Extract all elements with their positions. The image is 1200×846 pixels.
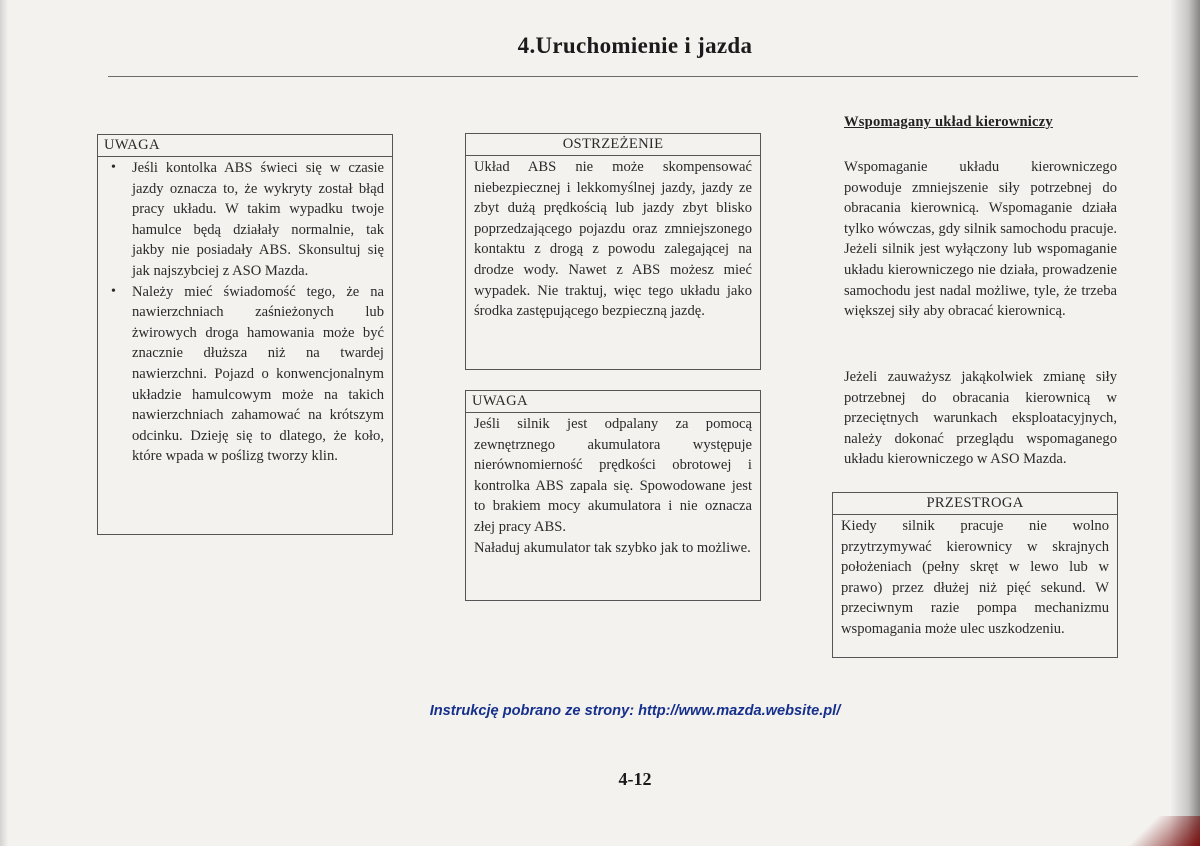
caution-box-body bbox=[466, 156, 760, 324]
caution-box-steering bbox=[832, 492, 1118, 658]
warning-box-body bbox=[466, 413, 760, 560]
warning-box-paragraph: Jeśli silnik jest odpalany za pomocą zewnętrznego akumulatora występuje nierównomierność prędkości obrotowej i kontrolka ABS zapala się. Spowodowane jest to brakiem mocy akumulatora i nie oznacza złej pracy ABS. bbox=[474, 416, 752, 535]
body-paragraph: Wspomaganie układu kierowniczego powoduje zmniejszenie siły potrzebnej do obracania kierownicą. Wspomaganie działa tylko wówczas, gdy silnik samochodu pracuje. Jeżeli silnik jest wyłączony lub wspomaganie układu kierowniczego nie działa, prowadzenie samochodu jest nadal możliwe, tyle, że trzeba większej siły aby obracać kierownicą. bbox=[844, 159, 1117, 320]
page-corner-tab bbox=[1110, 816, 1200, 846]
chapter-title: 4.Uruchomienie i jazda bbox=[517, 33, 753, 58]
caution-box-abs bbox=[465, 133, 761, 370]
body-paragraph: Jeżeli zauważysz jakąkolwiek zmianę siły potrzebnej do obracania kierownicą w przeciętnych warunkach eksploatacyjnych, należy dokonać przeglądu wspomaganego układu kierowniczego w ASO Mazda. bbox=[844, 369, 1117, 468]
warning-box-battery bbox=[465, 390, 761, 601]
section-heading-power-steering: Wspomagany układ kierowniczy bbox=[844, 114, 1053, 130]
download-source-note: Instrukcję pobrano ze strony: http://www.mazda.website.pl/ bbox=[429, 703, 841, 719]
warning-box-paragraph: Naładuj akumulator tak szybko jak to możliwe. bbox=[474, 539, 751, 556]
warning-bullet-item: • Należy mieć świadomość tego, że na nawierzchniach zaśnieżonych lub żwirowych droga hamowania może być znacznie dłuższa niż na twardej nawierzchni. Pojazd o konwencjonalnym układzie hamulcowym może na takich nawierzchniach zahamować na krótszym odcinku. Dzieję się to dlatego, że koło, które wpada w poślizg tworzy klin. bbox=[106, 282, 384, 467]
page-left-edge-shadow bbox=[0, 0, 8, 846]
caution-box-heading: PRZESTROGA bbox=[833, 493, 1117, 515]
warning-box-body bbox=[98, 157, 392, 469]
warning-box-heading: UWAGA bbox=[98, 135, 392, 157]
warning-box-abs-light bbox=[97, 134, 393, 535]
warning-bullet-list bbox=[106, 158, 384, 467]
title-divider bbox=[108, 76, 1138, 77]
warning-box-heading: UWAGA bbox=[466, 391, 760, 413]
caution-box-body bbox=[833, 515, 1117, 642]
page-binding-shadow bbox=[1170, 0, 1200, 846]
page-number: 4-12 bbox=[618, 769, 652, 789]
caution-box-text: Kiedy silnik pracuje nie wolno przytrzymywać kierownicy w skrajnych położeniach (pełny skręt w lewo lub w prawo) przez dłużej niż pięć sekund. W przeciwnym razie pompa mechanizmu wspomagania może ulec uszkodzeniu. bbox=[841, 518, 1109, 637]
warning-bullet-item: • Jeśli kontolka ABS świeci się w czasie jazdy oznacza to, że wykryty został błąd pracy układu. W takim wypadku twoje hamulce będą działały normalnie, tak jakby nie posiadały ABS. Skonsultuj się jak najszybciej z ASO Mazda. bbox=[106, 158, 384, 282]
caution-box-heading: OSTRZEŻENIE bbox=[466, 134, 760, 156]
caution-box-text: Układ ABS nie może skompensować niebezpiecznej i lekkomyślnej jazdy, jazdy ze zbyt dużą prędkością lub jazdy zbyt blisko poprzedzającego pojazdu oraz zmniejszonego kontaktu z drogą z powodu zalegającej na drodze wody. Nawet z ABS możesz mieć wypadek. Nie traktuj, więc tego układu jako środka zastępującego bezpieczną jazdę. bbox=[474, 159, 752, 320]
